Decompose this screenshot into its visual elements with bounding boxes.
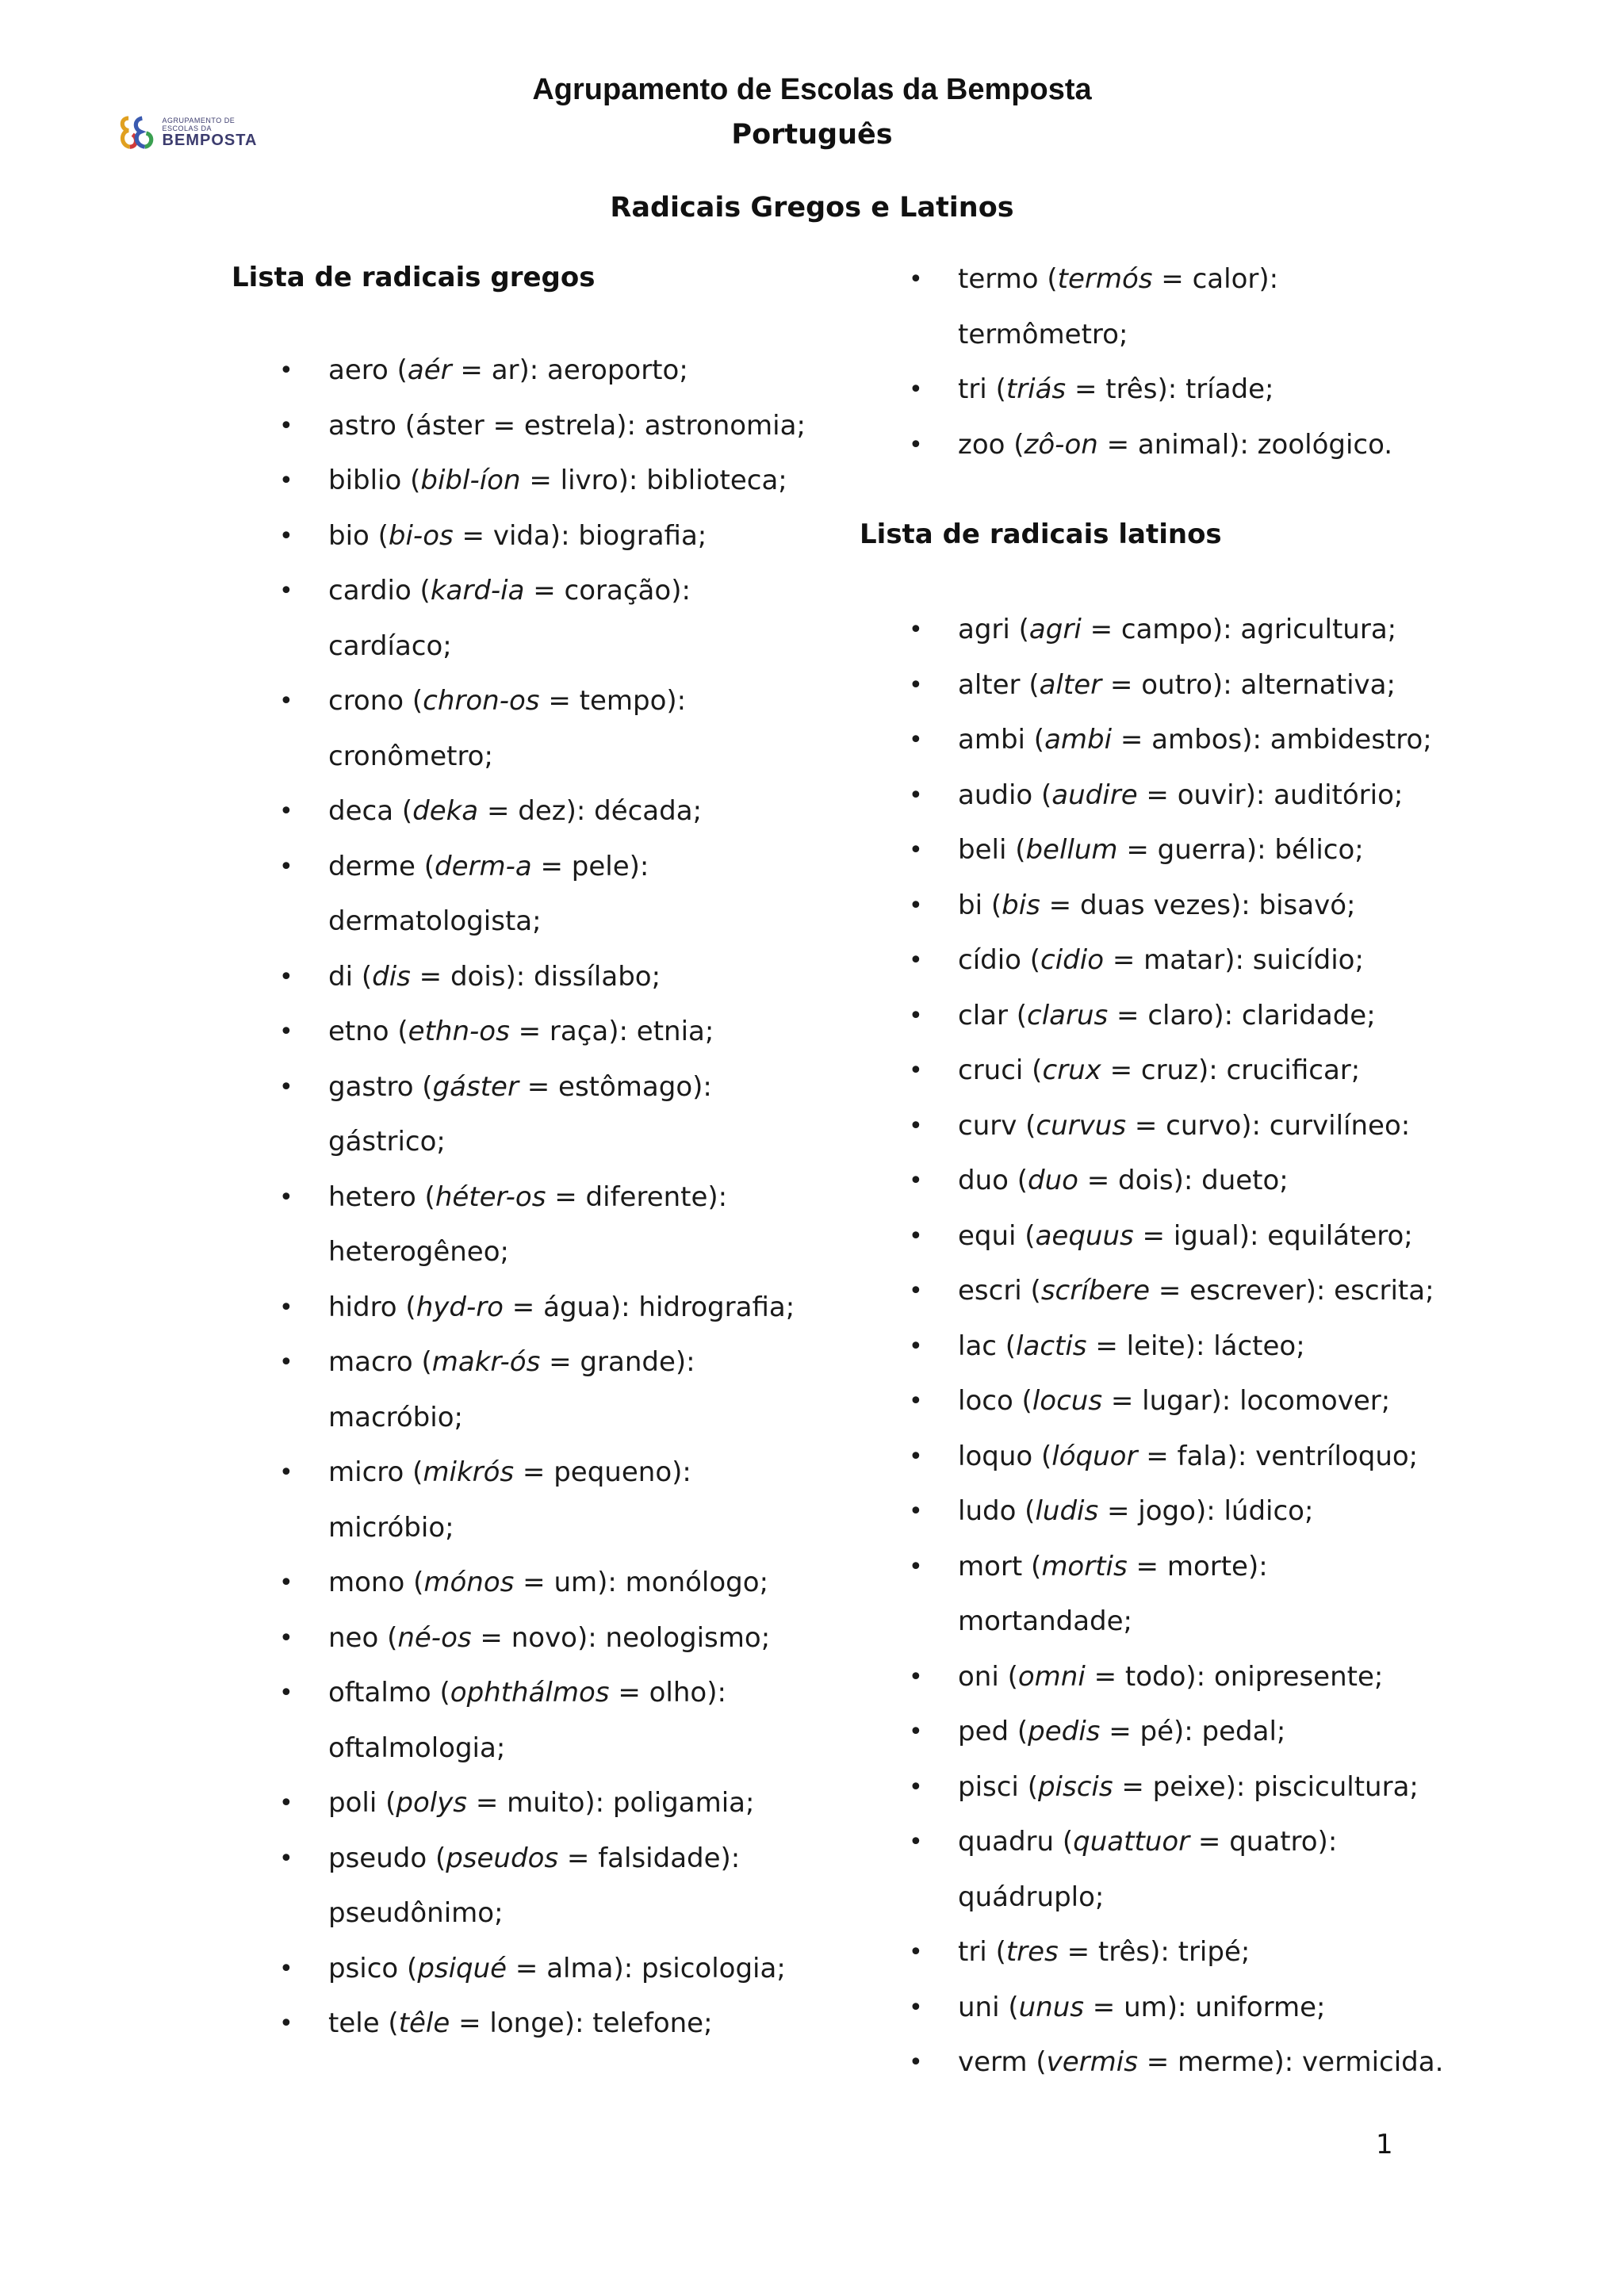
radical-etymon: lóquor (1051, 1440, 1138, 1472)
radical-text: duo ( (958, 1165, 1028, 1196)
radical-meaning: = diferente): heterogêneo; (328, 1181, 728, 1268)
radical-text: pseudo ( (328, 1842, 446, 1874)
radical-text: di ( (328, 960, 373, 993)
radical-meaning: = grande): macróbio; (328, 1346, 695, 1433)
radical-text: escri ( (958, 1275, 1041, 1307)
radical-meaning: = outro): alternativa; (1101, 668, 1396, 701)
radical-etymon: pedis (1028, 1716, 1101, 1747)
radical-meaning: = dois): dissílabo; (410, 960, 661, 993)
radical-text: curv ( (958, 1109, 1036, 1142)
radical-item (328, 1060, 820, 1170)
radical-etymon: derm-a (435, 850, 532, 882)
radical-item (328, 1335, 820, 1445)
radical-item (328, 564, 820, 674)
radical-text: agri ( (958, 614, 1029, 645)
radical-item (328, 1996, 820, 2052)
radical-item (328, 1666, 820, 1776)
radical-text: gastro ( (328, 1070, 433, 1103)
radical-text: cruci ( (958, 1054, 1043, 1086)
radical-meaning: = fala): ventríloquo; (1137, 1440, 1419, 1472)
radical-text: tele ( (328, 2007, 399, 2039)
logo-big-text: BEMPOSTA (162, 131, 258, 149)
document-title: Radicais Gregos e Latinos (610, 192, 1014, 224)
logo-small-text: AGRUPAMENTO DE ESCOLAS DA (162, 117, 236, 132)
radical-text: aero ( (328, 354, 408, 386)
radical-meaning: = livro): biblioteca; (520, 465, 787, 496)
radical-item (328, 1556, 820, 1611)
radical-etymon: ludis (1035, 1495, 1099, 1527)
radical-item (958, 658, 1450, 714)
radical-item (958, 1154, 1450, 1209)
radical-etymon: tres (1005, 1936, 1059, 1968)
radical-item (958, 418, 1450, 473)
radical-etymon: locus (1032, 1385, 1103, 1417)
radical-meaning: = alma): psicologia; (507, 1952, 786, 1984)
radical-item (328, 1611, 820, 1667)
radical-etymon: pseudos (446, 1842, 559, 1874)
radical-etymon: mortis (1041, 1550, 1128, 1582)
school-name: Agrupamento de Escolas da Bemposta (532, 73, 1092, 106)
radical-meaning: = pele): dermatologista; (328, 850, 649, 937)
radical-item (328, 1831, 820, 1942)
radical-item (958, 1209, 1450, 1265)
radical-etymon: mónos (423, 1567, 515, 1598)
radical-text: oftalmo ( (328, 1677, 450, 1709)
radical-item (328, 343, 820, 399)
latin-section-title: Lista de radicais latinos (860, 519, 1222, 550)
radical-etymon: lactis (1016, 1330, 1087, 1362)
radical-text: clar ( (958, 999, 1028, 1031)
radical-text: deca ( (328, 795, 413, 827)
radical-meaning: = pequeno): micróbio; (328, 1456, 691, 1544)
radical-meaning: = claro): claridade; (1108, 999, 1376, 1031)
radical-item (328, 453, 820, 509)
radical-item (958, 252, 1450, 362)
radical-meaning: = cruz): crucificar; (1101, 1054, 1361, 1086)
radical-meaning: = leite): lácteo; (1086, 1330, 1305, 1362)
greek-radicals-list-continued (958, 252, 1450, 473)
radical-meaning: = estômago): gástrico; (328, 1070, 712, 1158)
latin-radicals-list (958, 603, 1450, 2091)
radical-etymon: duo (1028, 1165, 1078, 1196)
radical-meaning: = merme): vermicida. (1137, 2046, 1444, 2078)
radical-item (958, 603, 1450, 658)
radical-etymon: triás (1005, 373, 1067, 405)
radical-etymon: scríbere (1040, 1275, 1151, 1307)
radical-item (328, 1776, 820, 1831)
radical-text: derme ( (328, 850, 435, 882)
radical-item (958, 1650, 1450, 1705)
radical-item (958, 1705, 1450, 1760)
radical-text: ludo ( (958, 1495, 1036, 1527)
radical-meaning: = vida): biografia; (453, 519, 707, 552)
radical-meaning: = água): hidrografia; (504, 1291, 795, 1323)
radical-text: hidro ( (328, 1291, 416, 1323)
radical-etymon: ethn-os (408, 1016, 510, 1047)
radical-meaning: = lugar): locomover; (1102, 1385, 1391, 1417)
radical-text: etno ( (328, 1016, 408, 1047)
radical-text: crono ( (328, 685, 423, 717)
radical-item (958, 362, 1450, 418)
radical-etymon: aér (407, 354, 452, 386)
radical-text: cardio ( (328, 575, 431, 607)
radical-etymon: hyd-ro (416, 1291, 504, 1323)
radical-item (958, 1374, 1450, 1429)
radical-text: oni ( (958, 1660, 1018, 1693)
radical-item (958, 878, 1450, 934)
page-number: 1 (1376, 2129, 1393, 2160)
radical-text: zoo ( (958, 428, 1025, 461)
radical-etymon: né-os (397, 1621, 472, 1654)
radical-text: bi ( (958, 889, 1002, 921)
radical-meaning: = um): monólogo; (514, 1567, 769, 1598)
radical-item (958, 823, 1450, 878)
greek-section-title: Lista de radicais gregos (232, 262, 596, 293)
radical-item (328, 1445, 820, 1556)
radical-etymon: deka (412, 795, 479, 827)
radical-text: tri ( (958, 1936, 1006, 1968)
radical-text: beli ( (958, 834, 1026, 866)
radical-etymon: piscis (1037, 1770, 1113, 1803)
radical-etymon: zô-on (1024, 428, 1098, 461)
radical-meaning: = peixe): piscicultura; (1113, 1770, 1419, 1803)
radical-etymon: bellum (1025, 834, 1118, 866)
radical-item (958, 989, 1450, 1044)
radical-meaning: = falsidade): pseudônimo; (328, 1842, 741, 1929)
radical-meaning: = ambos): ambidestro; (1112, 724, 1432, 756)
radical-etymon: curvus (1036, 1109, 1127, 1142)
radical-text: audio ( (958, 779, 1052, 811)
radical-item (958, 1264, 1450, 1319)
radical-etymon: audire (1051, 779, 1138, 811)
radical-text: loquo ( (958, 1440, 1052, 1472)
subject-name: Português (731, 119, 893, 151)
radical-item (958, 1319, 1450, 1375)
radical-etymon: bi-os (388, 519, 454, 552)
radical-text: pisci ( (958, 1770, 1038, 1803)
radical-meaning: = dez): década; (478, 795, 703, 827)
radical-etymon: ophthálmos (450, 1677, 610, 1709)
radical-meaning: = pé): pedal; (1100, 1716, 1286, 1747)
radical-etymon: héter-os (435, 1181, 546, 1213)
radical-item (958, 933, 1450, 989)
radical-etymon: aequus (1035, 1219, 1134, 1252)
greek-radicals-list (328, 343, 820, 2052)
radical-meaning: = olho): oftalmologia; (328, 1677, 726, 1764)
radical-text: uni ( (958, 1991, 1019, 2023)
radical-text: tri ( (958, 373, 1006, 405)
radical-item (328, 1004, 820, 1060)
radical-item (328, 784, 820, 840)
radical-item (328, 1942, 820, 1997)
radical-etymon: unus (1018, 1991, 1084, 2023)
radical-etymon: ambi (1044, 724, 1113, 756)
radical-text: ambi ( (958, 724, 1045, 756)
radical-etymon: kard-ia (430, 575, 525, 607)
radical-meaning: = coração): cardíaco; (328, 575, 691, 662)
radical-meaning: = escrever): escrita; (1150, 1275, 1434, 1307)
radical-text: psico ( (328, 1952, 418, 1984)
radical-etymon: bis (1002, 889, 1040, 921)
radical-item (328, 674, 820, 784)
radical-etymon: omni (1017, 1660, 1086, 1693)
radical-text: cídio ( (958, 944, 1041, 976)
radical-item (328, 1170, 820, 1280)
radical-item (958, 1484, 1450, 1540)
radical-meaning: = três): tripé; (1058, 1936, 1251, 1968)
radical-text: quadru ( (958, 1826, 1074, 1858)
radical-text: alter ( (958, 668, 1040, 701)
radical-etymon: polys (396, 1787, 468, 1819)
radical-etymon: quattuor (1073, 1826, 1190, 1858)
radical-etymon: mikrós (423, 1456, 515, 1488)
radical-etymon: agri (1028, 614, 1082, 645)
radical-text: bio ( (328, 519, 389, 552)
radical-meaning: = animal): zoológico. (1097, 428, 1393, 461)
radical-etymon: alter (1039, 668, 1102, 701)
radical-etymon: psiqué (417, 1952, 508, 1984)
radical-meaning: = longe): telefone; (450, 2007, 713, 2039)
radical-item (958, 768, 1450, 824)
radical-item (958, 1980, 1450, 2036)
radical-meaning: = um): uniforme; (1084, 1991, 1326, 2023)
radical-text: biblio ( (328, 465, 421, 496)
radical-item (958, 1429, 1450, 1485)
radical-item (958, 1925, 1450, 1980)
radical-meaning: = guerra): bélico; (1117, 834, 1364, 866)
radical-etymon: gáster (432, 1070, 519, 1103)
radical-meaning: = morte): mortandade; (958, 1550, 1268, 1637)
radical-text: termo ( (958, 263, 1058, 295)
radical-text: lac ( (958, 1330, 1017, 1362)
radical-text: micro ( (328, 1456, 423, 1488)
radical-meaning: = todo): onipresente; (1085, 1660, 1384, 1693)
radical-meaning: = ouvir): auditório; (1137, 779, 1404, 811)
radical-text: mort ( (958, 1550, 1042, 1582)
radical-item (958, 1540, 1450, 1650)
radical-meaning: = duas vezes): bisavó; (1040, 889, 1356, 921)
radical-meaning: = novo): neologismo; (471, 1621, 771, 1654)
radical-text: hetero ( (328, 1181, 435, 1213)
radical-etymon: vermis (1046, 2046, 1138, 2078)
radical-etymon: termós (1057, 263, 1153, 295)
radical-item (328, 840, 820, 950)
radical-meaning: = matar): suicídio; (1104, 944, 1364, 976)
radical-meaning: = curvo): curvilíneo: (1126, 1109, 1411, 1142)
radical-meaning: = raça): etnia; (509, 1016, 714, 1047)
radical-item (328, 1280, 820, 1336)
radical-etymon: chron-os (423, 685, 540, 717)
radical-item (328, 509, 820, 564)
radical-text: poli ( (328, 1787, 396, 1819)
radical-text: ped ( (958, 1716, 1028, 1747)
radical-etymon: crux (1042, 1054, 1101, 1086)
radical-meaning: = quatro): quádruplo; (958, 1826, 1338, 1913)
radical-text: loco ( (958, 1385, 1032, 1417)
radical-item (328, 399, 820, 454)
radical-text: equi ( (958, 1219, 1036, 1252)
radical-item (958, 713, 1450, 768)
radical-text: astro (áster = estrela): astronomia; (328, 409, 806, 442)
radical-etymon: têle (398, 2007, 450, 2039)
radical-etymon: dis (372, 960, 411, 993)
radical-item (958, 1815, 1450, 1925)
radical-meaning: = igual): equilátero; (1133, 1219, 1413, 1252)
radical-meaning: = campo): agricultura; (1081, 614, 1397, 645)
radical-meaning: = três): tríade; (1066, 373, 1274, 405)
radical-meaning: = tempo): cronômetro; (328, 685, 687, 772)
radical-etymon: cidio (1040, 944, 1105, 976)
radical-meaning: = dois): dueto; (1078, 1165, 1289, 1196)
radical-text: macro ( (328, 1346, 432, 1378)
radical-meaning: = ar): aeroporto; (451, 354, 688, 386)
radical-meaning: = jogo): lúdico; (1098, 1495, 1314, 1527)
radical-etymon: bibl-íon (420, 465, 521, 496)
radical-meaning: = muito): poligamia; (467, 1787, 755, 1819)
radical-etymon: makr-ós (431, 1346, 541, 1378)
radical-item (328, 950, 820, 1005)
radical-item (958, 1043, 1450, 1099)
radical-text: verm ( (958, 2046, 1047, 2078)
radical-item (958, 2035, 1450, 2091)
radical-item (958, 1099, 1450, 1154)
radical-etymon: clarus (1027, 999, 1109, 1031)
radical-text: mono ( (328, 1567, 424, 1598)
radical-text: neo ( (328, 1621, 398, 1654)
radical-item (958, 1760, 1450, 1816)
radical-meaning: = calor): termômetro; (958, 263, 1279, 350)
